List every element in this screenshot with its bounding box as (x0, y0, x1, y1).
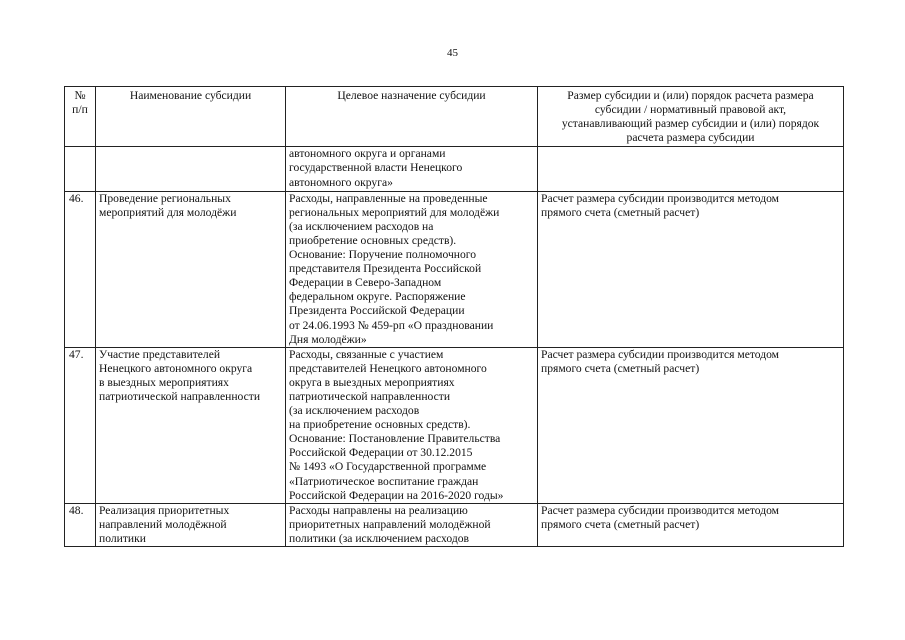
cell-line: Российской Федерации от 30.12.2015 (289, 446, 473, 460)
cell-line: представителей Ненецкого автономного (289, 361, 487, 375)
cell-line: (за исключением расходов (289, 404, 420, 418)
header-line: устанавливающий размер субсидии и (или) порядок (561, 117, 820, 131)
cell-line: округа в выездных мероприятиях (289, 375, 455, 389)
subsidy-name-cell (96, 191, 286, 347)
cell-line: прямого счета (сметный расчет) (541, 205, 700, 219)
subsidy-size-cell (538, 503, 844, 546)
cell-line: в выездных мероприятиях (99, 375, 229, 389)
cell-line: представителя Президента Российской (289, 262, 482, 276)
row-number (65, 147, 96, 191)
cell-line: Расходы, направленные на проведенные (289, 191, 488, 205)
cell-line: Проведение региональных (99, 191, 231, 205)
cell-line: (за исключением расходов на (289, 219, 434, 233)
cell-line: автономного округа» (289, 175, 393, 189)
cell-line: Президента Российской Федерации (289, 304, 465, 318)
cell-line: Реализация приоритетных (99, 503, 230, 517)
subsidy-purpose-cell (286, 191, 538, 347)
table-row (65, 347, 844, 503)
cell-line: Дня молодёжи» (289, 332, 367, 346)
cell-line: Расходы направлены на реализацию (289, 503, 468, 517)
page-number: 45 (447, 47, 458, 59)
header-line: Размер субсидии и (или) порядок расчета размера (567, 89, 814, 102)
cell-line: от 24.06.1993 № 459-рп «О праздновании (289, 318, 494, 332)
header-line: Наименование субсидии (129, 89, 252, 102)
cell-line: на приобретение основных средств). (289, 418, 471, 432)
cell-line: патриотической направленности (99, 389, 261, 403)
header-purpose (286, 87, 538, 147)
table-row (65, 191, 844, 347)
subsidy-purpose-cell (286, 347, 538, 503)
cell-line: приоритетных направлений молодёжной (289, 517, 491, 531)
subsidy-size-cell (538, 347, 844, 503)
cell-line: № 1493 «О Государственной программе (289, 460, 487, 474)
cell-line: Основание: Постановление Правительства (289, 432, 501, 446)
cell-line: Расходы, связанные с участием (289, 347, 444, 361)
cell-line: Расчет размера субсидии производится методом (541, 503, 780, 517)
subsidy-name-cell (96, 147, 286, 191)
header-num (65, 87, 96, 147)
subsidy-purpose-cell (286, 147, 538, 191)
cell-line: Ненецкого автономного округа (99, 361, 253, 375)
row-number: 47. (65, 347, 96, 503)
cell-line: прямого счета (сметный расчет) (541, 361, 700, 375)
table-header-row (65, 87, 844, 147)
subsidy-table (64, 86, 844, 547)
table-body (65, 147, 844, 547)
cell-line: Участие представителей (99, 347, 221, 361)
cell-line: Российской Федерации на 2016-2020 годы» (289, 488, 504, 502)
cell-line: Основание: Поручение полномочного (289, 248, 477, 262)
cell-line: Расчет размера субсидии производится методом (541, 191, 780, 205)
header-line: № (74, 89, 86, 102)
subsidy-name-cell (96, 503, 286, 546)
table-row (65, 147, 844, 191)
cell-line: патриотической направленности (289, 389, 451, 403)
subsidy-size-cell (538, 147, 844, 191)
cell-line: мероприятий для молодёжи (99, 205, 237, 219)
header-line: Целевое назначение субсидии (337, 89, 486, 102)
cell-line: региональных мероприятий для молодёжи (289, 205, 500, 219)
cell-line: политики (за исключением расходов (289, 531, 470, 545)
header-line: субсидии / нормативный правовой акт, (594, 103, 787, 117)
subsidy-size-cell (538, 191, 844, 347)
header-line: п/п (72, 103, 88, 117)
subsidy-purpose-cell (286, 503, 538, 546)
cell-line: политики (99, 531, 146, 545)
cell-line: приобретение основных средств). (289, 233, 457, 247)
cell-line: Расчет размера субсидии производится методом (541, 347, 780, 361)
cell-line: государственной власти Ненецкого (289, 161, 463, 175)
cell-line: прямого счета (сметный расчет) (541, 517, 700, 531)
header-name (96, 87, 286, 147)
cell-line: федеральном округе. Распоряжение (289, 290, 466, 304)
header-line: расчета размера субсидии (626, 131, 755, 145)
row-number: 46. (65, 191, 96, 347)
row-number: 48. (65, 503, 96, 546)
cell-line: направлений молодёжной (99, 517, 227, 531)
table-row (65, 503, 844, 546)
cell-line: Федерации в Северо-Западном (289, 276, 442, 290)
header-size (538, 87, 844, 147)
subsidy-name-cell (96, 347, 286, 503)
cell-line: «Патриотическое воспитание граждан (289, 474, 479, 488)
cell-line: автономного округа и органами (289, 147, 446, 161)
